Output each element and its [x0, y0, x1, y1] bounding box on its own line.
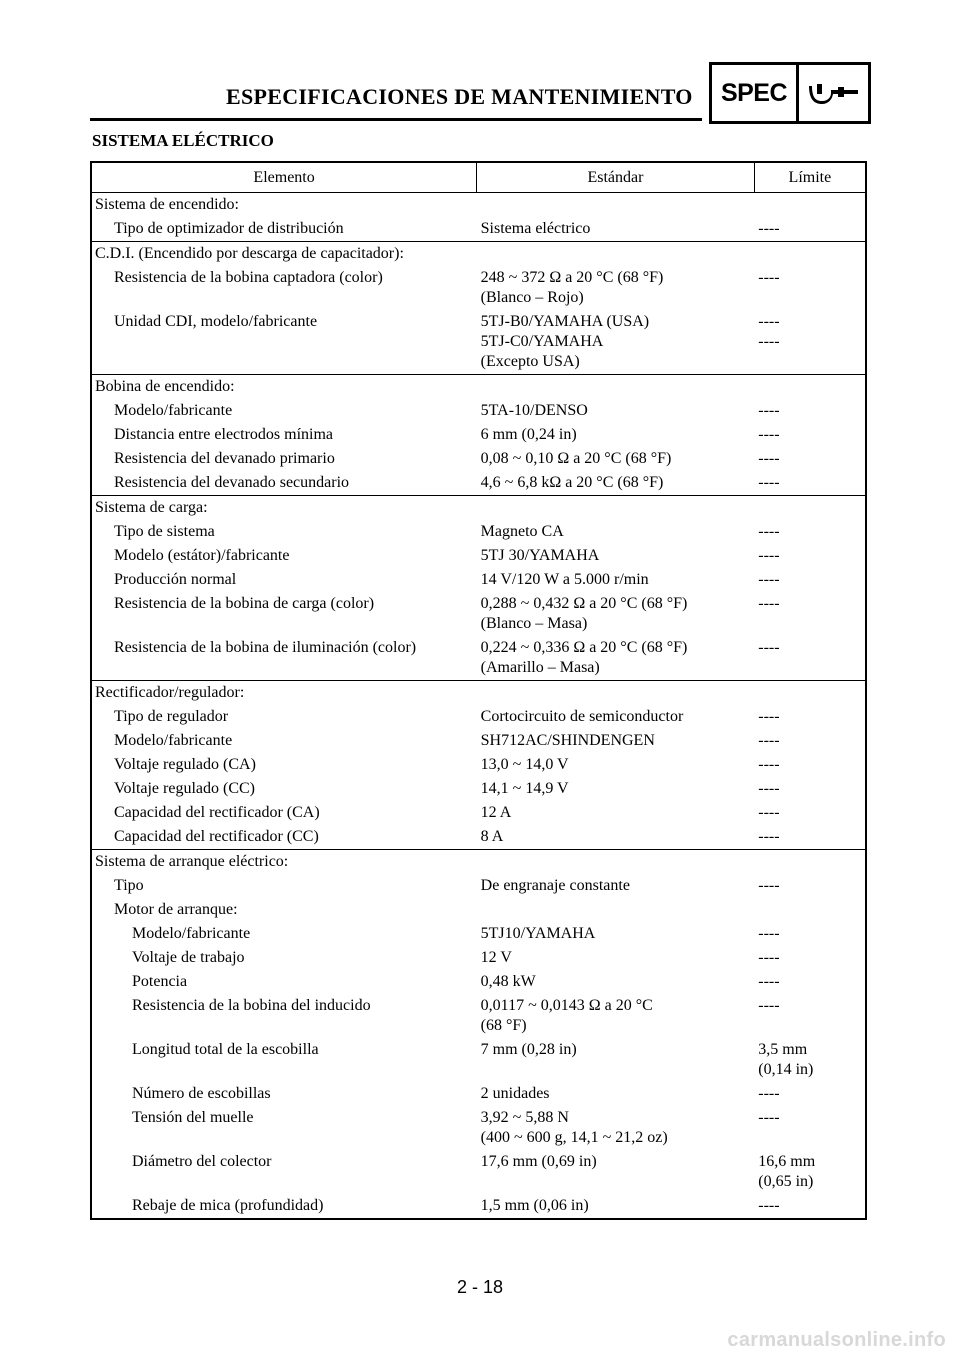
spec-badge	[709, 62, 871, 124]
table-body	[91, 193, 866, 1220]
limit-cell	[754, 898, 866, 922]
limit-cell	[754, 994, 866, 1038]
limit-value: ----	[758, 595, 780, 612]
limit-value: ----	[758, 523, 780, 540]
standard-value: 5TJ-C0/YAMAHA	[480, 333, 604, 350]
standard-value: 0,224 ~ 0,336 Ω a 20 °C (68 °F)	[480, 639, 688, 656]
table-row	[91, 310, 866, 375]
table-row	[91, 1038, 866, 1082]
limit-cell	[754, 266, 866, 310]
standard-cell	[477, 874, 755, 898]
item-cell: Resistencia de la bobina captadora (color)	[114, 269, 383, 286]
standard-value: 248 ~ 372 Ω a 20 °C (68 °F)	[480, 269, 664, 286]
standard-value: 0,288 ~ 0,432 Ω a 20 °C (68 °F)	[480, 595, 688, 612]
standard-value: 14 V/120 W a 5.000 r/min	[480, 571, 649, 588]
standard-value: Magneto CA	[480, 523, 564, 540]
limit-value: ----	[758, 547, 780, 564]
limit-value: ----	[758, 1109, 780, 1126]
section-title: SISTEMA ELÉCTRICO	[92, 131, 274, 150]
standard-cell	[477, 729, 755, 753]
limit-cell	[754, 922, 866, 946]
limit-cell	[754, 447, 866, 471]
limit-cell	[754, 850, 866, 875]
table-group-row	[91, 375, 866, 400]
table-row	[91, 801, 866, 825]
limit-value: ----	[758, 220, 780, 237]
limit-cell	[754, 636, 866, 681]
table-row	[91, 898, 866, 922]
table-row	[91, 922, 866, 946]
limit-cell	[754, 520, 866, 544]
limit-cell	[754, 568, 866, 592]
standard-cell	[477, 1082, 755, 1106]
limit-cell	[754, 1194, 866, 1219]
standard-value: 13,0 ~ 14,0 V	[480, 756, 569, 773]
standard-value: 0,08 ~ 0,10 Ω a 20 °C (68 °F)	[480, 450, 672, 467]
table-group-row	[91, 193, 866, 218]
table-row	[91, 874, 866, 898]
item-cell: Sistema de arranque eléctrico:	[91, 850, 477, 875]
limit-value: ----	[758, 732, 780, 749]
table-header-row	[91, 162, 866, 193]
page-title: ESPECIFICACIONES DE MANTENIMIENTO	[226, 84, 693, 109]
standard-value: SH712AC/SHINDENGEN	[480, 732, 655, 749]
limit-value: ----	[758, 708, 780, 725]
limit-value: ----	[758, 333, 780, 350]
limit-cell	[754, 375, 866, 400]
table-row	[91, 1194, 866, 1219]
item-cell: Resistencia de la bobina de iluminación (color)	[114, 639, 417, 656]
table-row	[91, 423, 866, 447]
standard-value: 5TA-10/DENSO	[480, 402, 588, 419]
limit-cell	[754, 310, 866, 375]
column-header-element: Elemento	[91, 162, 477, 193]
item-cell: Diámetro del colector	[132, 1153, 272, 1170]
table-row	[91, 729, 866, 753]
standard-value: 7 mm (0,28 in)	[480, 1041, 577, 1058]
item-cell: Tipo de sistema	[114, 523, 215, 540]
standard-cell	[477, 801, 755, 825]
standard-cell	[477, 520, 755, 544]
wrench-icon	[799, 65, 868, 121]
standard-value: 8 A	[480, 828, 504, 845]
table-row	[91, 592, 866, 636]
limit-value: ----	[758, 269, 780, 286]
item-cell: Rectificador/regulador:	[91, 681, 477, 706]
limit-cell	[754, 242, 866, 267]
limit-cell	[754, 399, 866, 423]
table-row	[91, 544, 866, 568]
limit-cell	[754, 423, 866, 447]
limit-cell	[754, 729, 866, 753]
item-cell: Voltaje de trabajo	[132, 949, 245, 966]
standard-value: 12 A	[480, 804, 512, 821]
standard-cell	[477, 636, 755, 681]
item-cell: Número de escobillas	[132, 1085, 271, 1102]
standard-value: 6 mm (0,24 in)	[480, 426, 577, 443]
item-cell: Resistencia de la bobina del inducido	[132, 997, 371, 1014]
limit-value: ----	[758, 639, 780, 656]
table-row	[91, 520, 866, 544]
limit-value: ----	[758, 1197, 780, 1214]
limit-value: (0,65 in)	[758, 1173, 814, 1190]
standard-cell	[477, 1038, 755, 1082]
standard-value: (Amarillo – Masa)	[480, 659, 600, 676]
item-cell: Modelo/fabricante	[114, 732, 233, 749]
item-cell: Potencia	[132, 973, 188, 990]
table-group-row	[91, 681, 866, 706]
limit-value: ----	[758, 313, 780, 330]
standard-value: 3,92 ~ 5,88 N	[480, 1109, 569, 1126]
standard-value: Sistema eléctrico	[480, 220, 591, 237]
standard-cell	[477, 375, 755, 400]
standard-value: (Blanco – Masa)	[480, 615, 588, 632]
watermark: carmanualsonline.info	[727, 1329, 946, 1351]
table-row	[91, 471, 866, 496]
item-cell: Resistencia del devanado secundario	[114, 474, 350, 491]
table-row	[91, 1106, 866, 1150]
standard-cell	[477, 496, 755, 521]
table-row	[91, 705, 866, 729]
standard-cell	[477, 544, 755, 568]
limit-cell	[754, 705, 866, 729]
item-cell: Motor de arranque:	[114, 901, 238, 918]
standard-cell	[477, 753, 755, 777]
standard-cell	[477, 242, 755, 267]
table-row	[91, 753, 866, 777]
limit-value: ----	[758, 877, 780, 894]
standard-cell	[477, 922, 755, 946]
table-group-row	[91, 496, 866, 521]
limit-cell	[754, 1150, 866, 1194]
limit-cell	[754, 825, 866, 850]
limit-value: 16,6 mm	[758, 1153, 816, 1170]
limit-cell	[754, 874, 866, 898]
item-cell: Voltaje regulado (CC)	[114, 780, 256, 797]
limit-cell	[754, 1038, 866, 1082]
standard-value: 14,1 ~ 14,9 V	[480, 780, 569, 797]
item-cell: Voltaje regulado (CA)	[114, 756, 256, 773]
standard-value: (68 °F)	[480, 1017, 527, 1034]
limit-cell	[754, 496, 866, 521]
item-cell: Tipo de optimizador de distribución	[114, 220, 344, 237]
standard-cell	[477, 898, 755, 922]
limit-cell	[754, 544, 866, 568]
standard-cell	[477, 1106, 755, 1150]
item-cell: Distancia entre electrodos mínima	[114, 426, 334, 443]
item-cell: Tensión del muelle	[132, 1109, 254, 1126]
limit-cell	[754, 592, 866, 636]
limit-value: ----	[758, 949, 780, 966]
standard-cell	[477, 471, 755, 496]
spec-badge-label: SPEC	[712, 65, 799, 121]
item-cell: Modelo (estátor)/fabricante	[114, 547, 290, 564]
limit-cell	[754, 1082, 866, 1106]
standard-value: 0,0117 ~ 0,0143 Ω a 20 °C	[480, 997, 653, 1014]
table-row	[91, 946, 866, 970]
item-cell: Rebaje de mica (profundidad)	[132, 1197, 324, 1214]
column-header-limit: Límite	[754, 162, 866, 193]
limit-value: ----	[758, 925, 780, 942]
table-group-row	[91, 242, 866, 267]
limit-value: ----	[758, 474, 780, 491]
standard-cell	[477, 970, 755, 994]
standard-cell	[477, 399, 755, 423]
item-cell: Capacidad del rectificador (CA)	[114, 804, 320, 821]
item-cell: Longitud total de la escobilla	[132, 1041, 319, 1058]
electrical-spec-table	[90, 161, 867, 1220]
standard-cell	[477, 777, 755, 801]
limit-value: ----	[758, 973, 780, 990]
standard-cell	[477, 592, 755, 636]
standard-cell	[477, 423, 755, 447]
limit-value: ----	[758, 571, 780, 588]
item-cell: Sistema de encendido:	[91, 193, 477, 218]
item-cell: Resistencia de la bobina de carga (color)	[114, 595, 375, 612]
limit-value: (0,14 in)	[758, 1061, 814, 1078]
standard-value: 17,6 mm (0,69 in)	[480, 1153, 597, 1170]
item-cell: Unidad CDI, modelo/fabricante	[114, 313, 318, 330]
standard-value: 5TJ 30/YAMAHA	[480, 547, 600, 564]
item-cell: Sistema de carga:	[91, 496, 477, 521]
table-row	[91, 777, 866, 801]
standard-cell	[477, 825, 755, 850]
header-rule	[90, 118, 702, 121]
standard-cell	[477, 850, 755, 875]
table-row	[91, 970, 866, 994]
item-cell: Resistencia del devanado primario	[114, 450, 335, 467]
table-row	[91, 825, 866, 850]
standard-value: (Excepto USA)	[480, 353, 580, 370]
limit-cell	[754, 681, 866, 706]
standard-cell	[477, 447, 755, 471]
table-row	[91, 994, 866, 1038]
item-cell: Tipo	[114, 877, 144, 894]
table-row	[91, 447, 866, 471]
standard-value: 12 V	[480, 949, 512, 966]
limit-cell	[754, 217, 866, 242]
item-cell: Modelo/fabricante	[132, 925, 251, 942]
limit-value: ----	[758, 756, 780, 773]
table-row	[91, 1082, 866, 1106]
table-row	[91, 1150, 866, 1194]
limit-cell	[754, 801, 866, 825]
standard-cell	[477, 705, 755, 729]
limit-value: ----	[758, 828, 780, 845]
table-row	[91, 217, 866, 242]
standard-value: Cortocircuito de semiconductor	[480, 708, 684, 725]
standard-value: 2 unidades	[480, 1085, 550, 1102]
limit-cell	[754, 193, 866, 218]
page-number: 2 - 18	[456, 1277, 504, 1297]
standard-cell	[477, 1150, 755, 1194]
limit-value: ----	[758, 402, 780, 419]
standard-cell	[477, 217, 755, 242]
table-row	[91, 266, 866, 310]
limit-value: ----	[758, 780, 780, 797]
limit-value: 3,5 mm	[758, 1041, 808, 1058]
item-cell: Capacidad del rectificador (CC)	[114, 828, 319, 845]
standard-value: (400 ~ 600 g, 14,1 ~ 21,2 oz)	[480, 1129, 668, 1146]
table-row	[91, 636, 866, 681]
standard-value: De engranaje constante	[480, 877, 630, 894]
limit-cell	[754, 946, 866, 970]
table-row	[91, 568, 866, 592]
item-cell: Bobina de encendido:	[91, 375, 477, 400]
standard-cell	[477, 193, 755, 218]
limit-cell	[754, 970, 866, 994]
limit-value: ----	[758, 804, 780, 821]
item-cell: Producción normal	[114, 571, 237, 588]
limit-cell	[754, 1106, 866, 1150]
standard-cell	[477, 994, 755, 1038]
standard-cell	[477, 1194, 755, 1219]
standard-value: 1,5 mm (0,06 in)	[480, 1197, 589, 1214]
limit-cell	[754, 777, 866, 801]
table-row	[91, 399, 866, 423]
limit-cell	[754, 471, 866, 496]
standard-cell	[477, 568, 755, 592]
limit-value: ----	[758, 1085, 780, 1102]
table-group-row	[91, 850, 866, 875]
column-header-standard: Estándar	[477, 162, 755, 193]
limit-value: ----	[758, 450, 780, 467]
standard-value: (Blanco – Rojo)	[480, 289, 584, 306]
standard-cell	[477, 310, 755, 375]
item-cell: Modelo/fabricante	[114, 402, 233, 419]
standard-cell	[477, 946, 755, 970]
item-cell: C.D.I. (Encendido por descarga de capacitador):	[91, 242, 477, 267]
limit-value: ----	[758, 426, 780, 443]
standard-cell	[477, 266, 755, 310]
item-cell: Tipo de regulador	[114, 708, 229, 725]
standard-value: 4,6 ~ 6,8 kΩ a 20 °C (68 °F)	[480, 474, 664, 491]
standard-value: 0,48 kW	[480, 973, 536, 990]
standard-value: 5TJ-B0/YAMAHA (USA)	[480, 313, 650, 330]
standard-cell	[477, 681, 755, 706]
standard-value: 5TJ10/YAMAHA	[480, 925, 596, 942]
limit-value: ----	[758, 997, 780, 1014]
limit-cell	[754, 753, 866, 777]
